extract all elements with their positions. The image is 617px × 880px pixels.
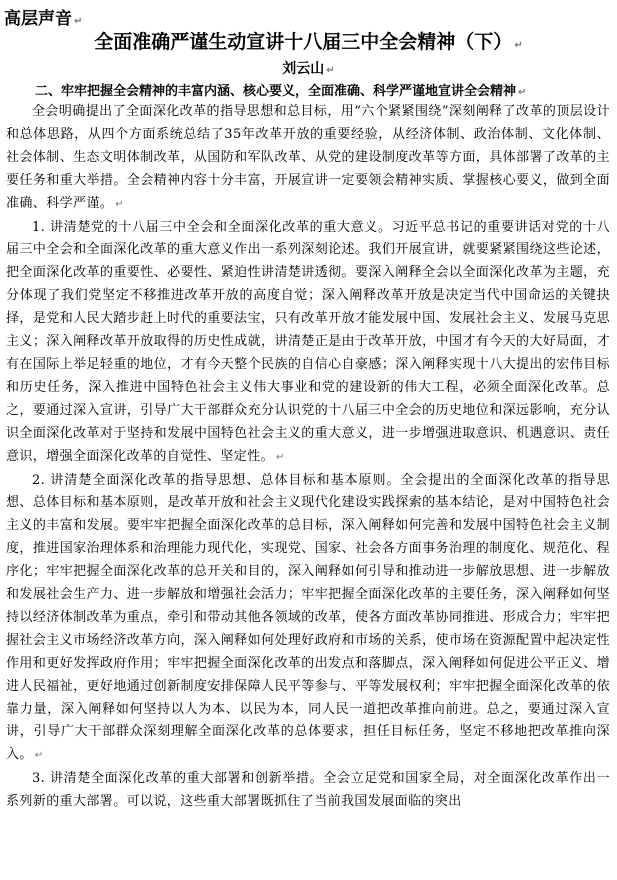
paragraph-mark: ↵: [514, 40, 523, 51]
page-title: 全面准确严谨生动宣讲十八届三中全会精神（下） ↵: [94, 31, 523, 53]
paragraph-mark: ↵: [518, 87, 527, 98]
paragraph-mark: ↵: [276, 451, 285, 463]
section-heading: 二、牢牢把握全会精神的丰富内涵、核心要义，全面准确、科学严谨地宣讲全会精神 ↵: [35, 84, 527, 99]
paragraph-mark: ↵: [115, 198, 124, 210]
paragraph-intro: 全会明确提出了全面深化改革的指导思想和总目标，用“六个紧紧围绕”深刻阐释了改革的顶层设计和总体思路，从四个方面系统总结了35年改革开放的重要经验，从经济体制、政治体制、文化体制、社会体制、生态文明体制改革，从国防和军队改革、从党的建设制度改革等方面，具体部署了改革的主要任务和重大举措。全会精神内容十分丰富，开展宣讲一定要领会精神实质、掌握核心要义，做到全面准确、科学严谨。 ↵: [6, 104, 610, 211]
paragraph-point-1: 1. 讲清楚党的十八届三中全会和全面深化改革的重大意义。习近平总书记的重要讲话对党的十八届三中全会和全面深化改革的重大意义作出一系列深刻论述。我们开展宣讲，就要紧紧围绕这些论述，把全面深化改革的重要性、必要性、紧迫性讲清楚讲透彻。要深入阐释全会以全面深化改革为主题，充分体现了我们党坚定不移推进改革开放的高度自觉；深入阐释改革开放是决定当代中国命运的关键抉择，是党和人民大踏步赶上时代的重要法宝，只有改革开放才能发展中国、发展社会主义、发展马克思主义；深入阐释改革开放取得的历史性成就，讲清楚正是由于改革开放，中国才有今天的大好局面，才有在国际上举足轻重的地位，才有今天整个民族的自信心自豪感；深入阐释实现十八大提出的宏伟目标和历史任务，深入推进中国特色社会主义伟大事业和党的建设新的伟大工程，必须全面深化改革。总之，要通过深入宣讲，引导广大干部群众充分认识党的十八届三中全会的历史地位和深远影响，充分认识全面深化改革对于坚持和发展中国特色社会主义的重大意义，进一步增强进取意识、机遇意识、责任意识，增强全面深化改革的自觉性、坚定性。 ↵: [6, 219, 610, 464]
paragraph-point-3: 3. 讲清楚全面深化改革的重大部署和创新举措。全会立足党和国家全局，对全面深化改革作出一系列新的重大部署。可以说，这些重大部署既抓住了当前我国发展面临的突出: [6, 771, 610, 810]
paragraph-mark: ↵: [74, 16, 83, 27]
paragraph-mark: ↵: [326, 65, 335, 76]
paragraph-mark: ↵: [34, 750, 44, 762]
author-name: 刘云山 ↵: [282, 61, 335, 77]
article-body: [6, 101, 610, 814]
column-label: 高层声音 ↵: [4, 9, 83, 29]
paragraph-point-2: 2. 讲清楚全面深化改革的指导思想、总体目标和基本原则。全会提出的全面深化改革的指导思想、总体目标和基本原则，是改革开放和社会主义现代化建设实践探索的基本结论，是对中国特色社会主义的丰富和发展。要牢牢把握全面深化改革的总目标，深入阐释如何完善和发展中国特色社会主义制度，推进国家治理体系和治理能力现代化，实现党、国家、社会各方面事务治理的制度化、规范化、程序化；牢牢把握全面深化改革的总开关和目的，深入阐释如何引导和推动进一步解放思想、进一步解放和发展社会生产力、进一步解放和增强社会活力；牢牢把握全面深化改革的主要任务，深入阐释如何坚持以经济体制改革为重点，牵引和带动其他各领域的改革，使各方面改革协同推进、形成合力；牢牢把握社会主义市场经济改革方向，深入阐释如何处理好政府和市场的关系，使市场在资源配置中起决定性作用和更好发挥政府作用；牢牢把握全面深化改革的出发点和落脚点，深入阐释如何促进公平正义、增进人民福祉，更好地通过创新制度安排保障人民平等参与、平等发展权利；牢牢把握全面深化改革的依靠力量，深入阐释如何坚持以人为本、以民为本，同人民一道把改革推向前进。总之，要通过深入宣讲，引导广大干部群众深刻理解全面深化改革的总体要求，担任目标任务，坚定不移地把改革推向深入。 ↵: [6, 472, 610, 763]
